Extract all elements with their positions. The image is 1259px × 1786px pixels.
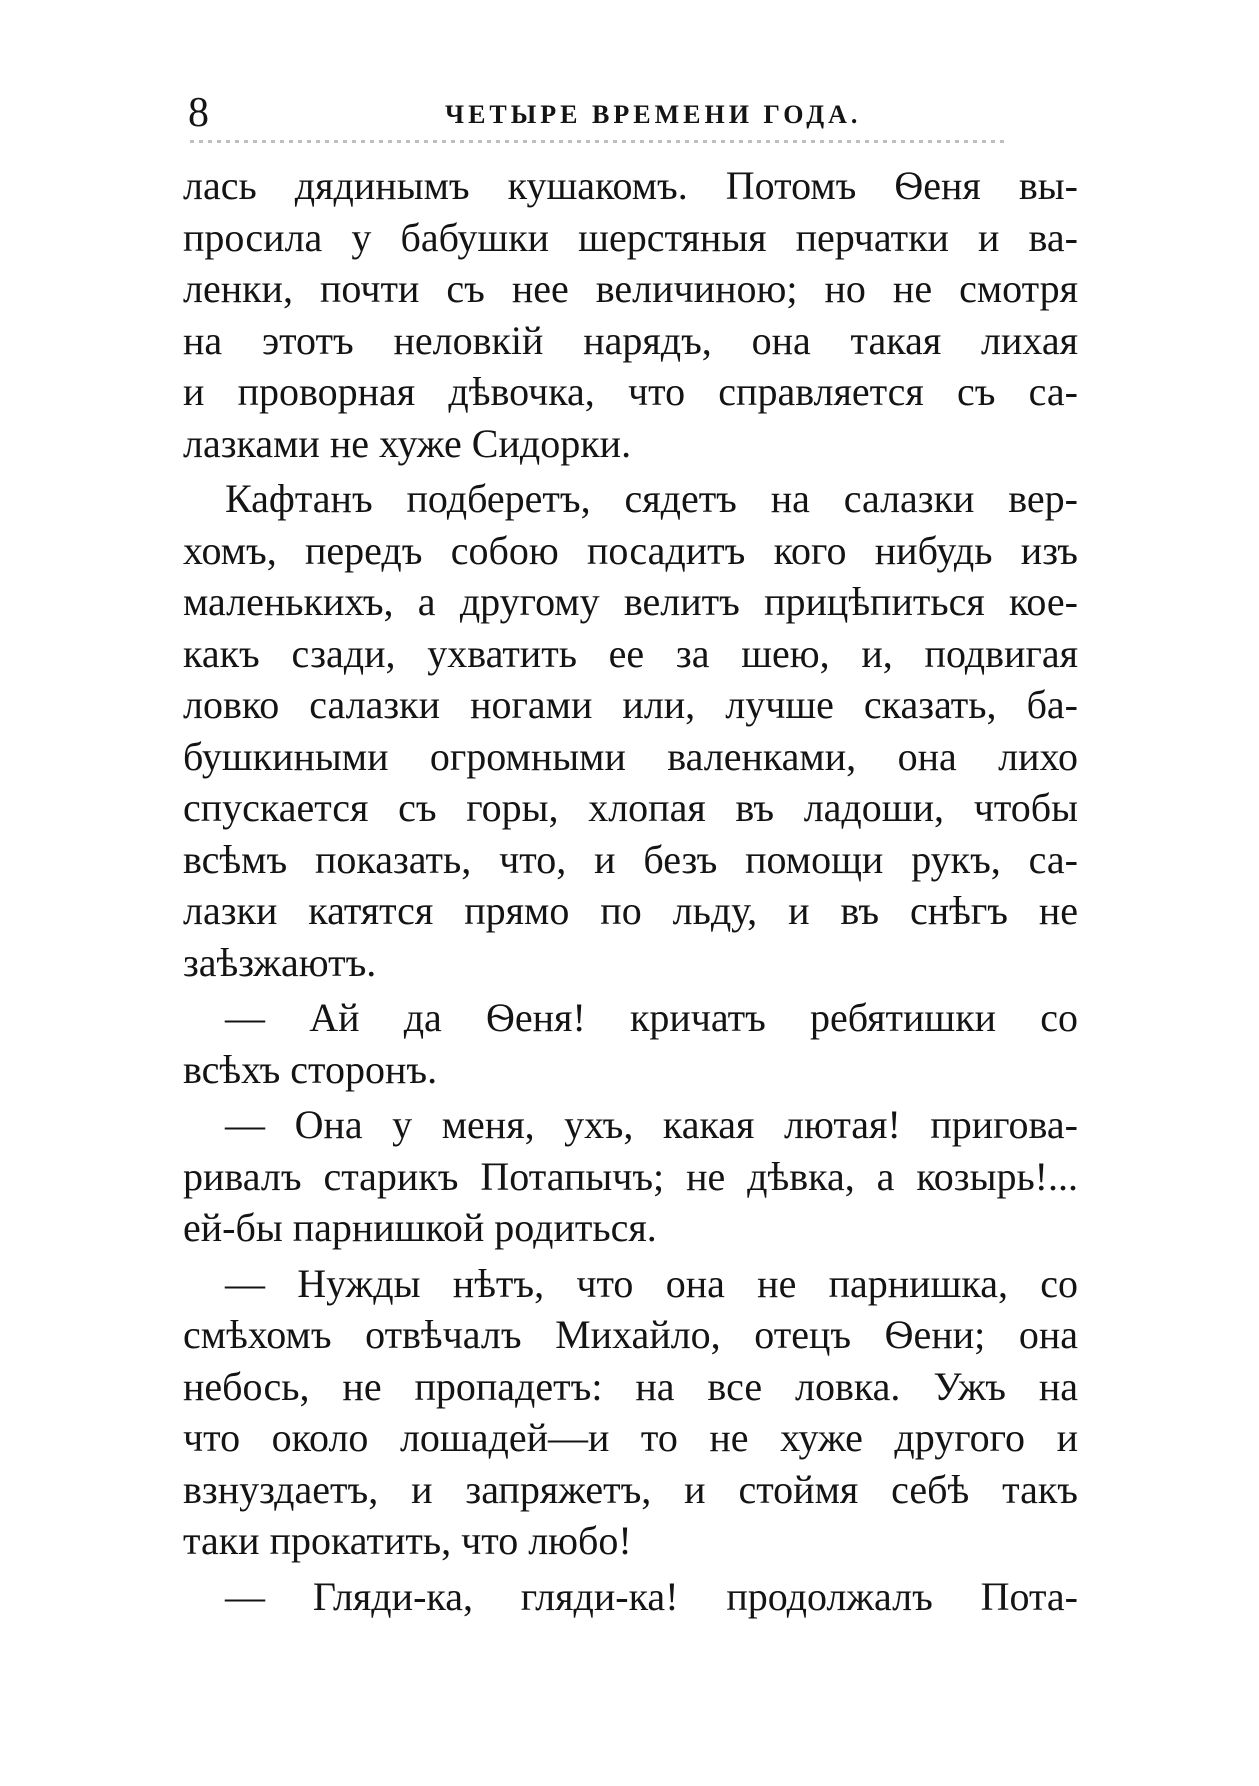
text-line: ей-бы парнишкой родиться. — [183, 1205, 657, 1250]
text-line: небось, не пропадетъ: на все ловка. Ужъ на — [183, 1363, 1078, 1409]
text-line: ловко салазки ногами или, лучше сказать, ба- — [183, 682, 1078, 727]
header-rule — [190, 140, 1005, 143]
running-head: ЧЕТЫРЕ ВРЕМЕНИ ГОДА. — [445, 100, 862, 129]
page-header — [180, 78, 1070, 148]
text-line: хомъ, передъ собою посадитъ кого нибудь изъ — [183, 527, 1078, 573]
text-line: заѣзжаютъ. — [183, 939, 377, 985]
text-line: — Гляди-ка, гляди-ка! продолжалъ Пота- — [225, 1573, 1078, 1619]
text-line: смѣхомъ отвѣчалъ Михайло, отецъ Ѳени; она — [183, 1312, 1078, 1357]
text-line: Кафтанъ подберетъ, сядетъ на салазки вер- — [225, 476, 1078, 521]
text-line: на этотъ неловкій нарядъ, она такая лихая — [183, 317, 1078, 363]
text-line: и проворная дѣвочка, что справляется съ са- — [183, 369, 1078, 414]
text-line: бушкиными огромными валенками, она лихо — [183, 733, 1078, 779]
body-text — [183, 160, 1078, 1622]
text-line: лась дядинымъ кушакомъ. Потомъ Ѳеня вы- — [183, 163, 1078, 208]
text-line: лазками не хуже Сидорки. — [183, 420, 632, 466]
text-line: маленькихъ, а другому велитъ прицѣпиться кое- — [183, 579, 1078, 624]
text-line: всѣхъ сторонъ. — [183, 1046, 438, 1092]
text-line: лазки катятся прямо по льду, и въ снѣгъ не — [183, 888, 1078, 933]
text-line: ривалъ старикъ Потапычъ; не дѣвка, а козырь!... — [183, 1153, 1078, 1199]
text-line: — Нужды нѣтъ, что она не парнишка, со — [225, 1260, 1078, 1306]
text-line: всѣмъ показать, что, и безъ помощи рукъ, са- — [183, 836, 1078, 882]
text-line: таки прокатить, что любо! — [183, 1518, 632, 1563]
text-line: ленки, почти съ нее величиною; но не смотря — [183, 266, 1078, 311]
text-line: что около лошадей—и то не хуже другого и — [183, 1415, 1078, 1460]
page-number: 8 — [188, 90, 209, 136]
text-line: взнуздаетъ, и запряжетъ, и стоймя себѣ такъ — [183, 1466, 1078, 1512]
text-line: просила у бабушки шерстяныя перчатки и ва- — [183, 214, 1078, 260]
text-line: — Ай да Ѳеня! кричатъ ребятишки со — [225, 995, 1078, 1040]
text-line: спускается съ горы, хлопая въ ладоши, чтобы — [183, 785, 1078, 830]
text-line: какъ сзади, ухватить ее за шею, и, подвигая — [183, 630, 1078, 676]
text-line: — Она у меня, ухъ, какая лютая! пригова- — [225, 1102, 1078, 1147]
